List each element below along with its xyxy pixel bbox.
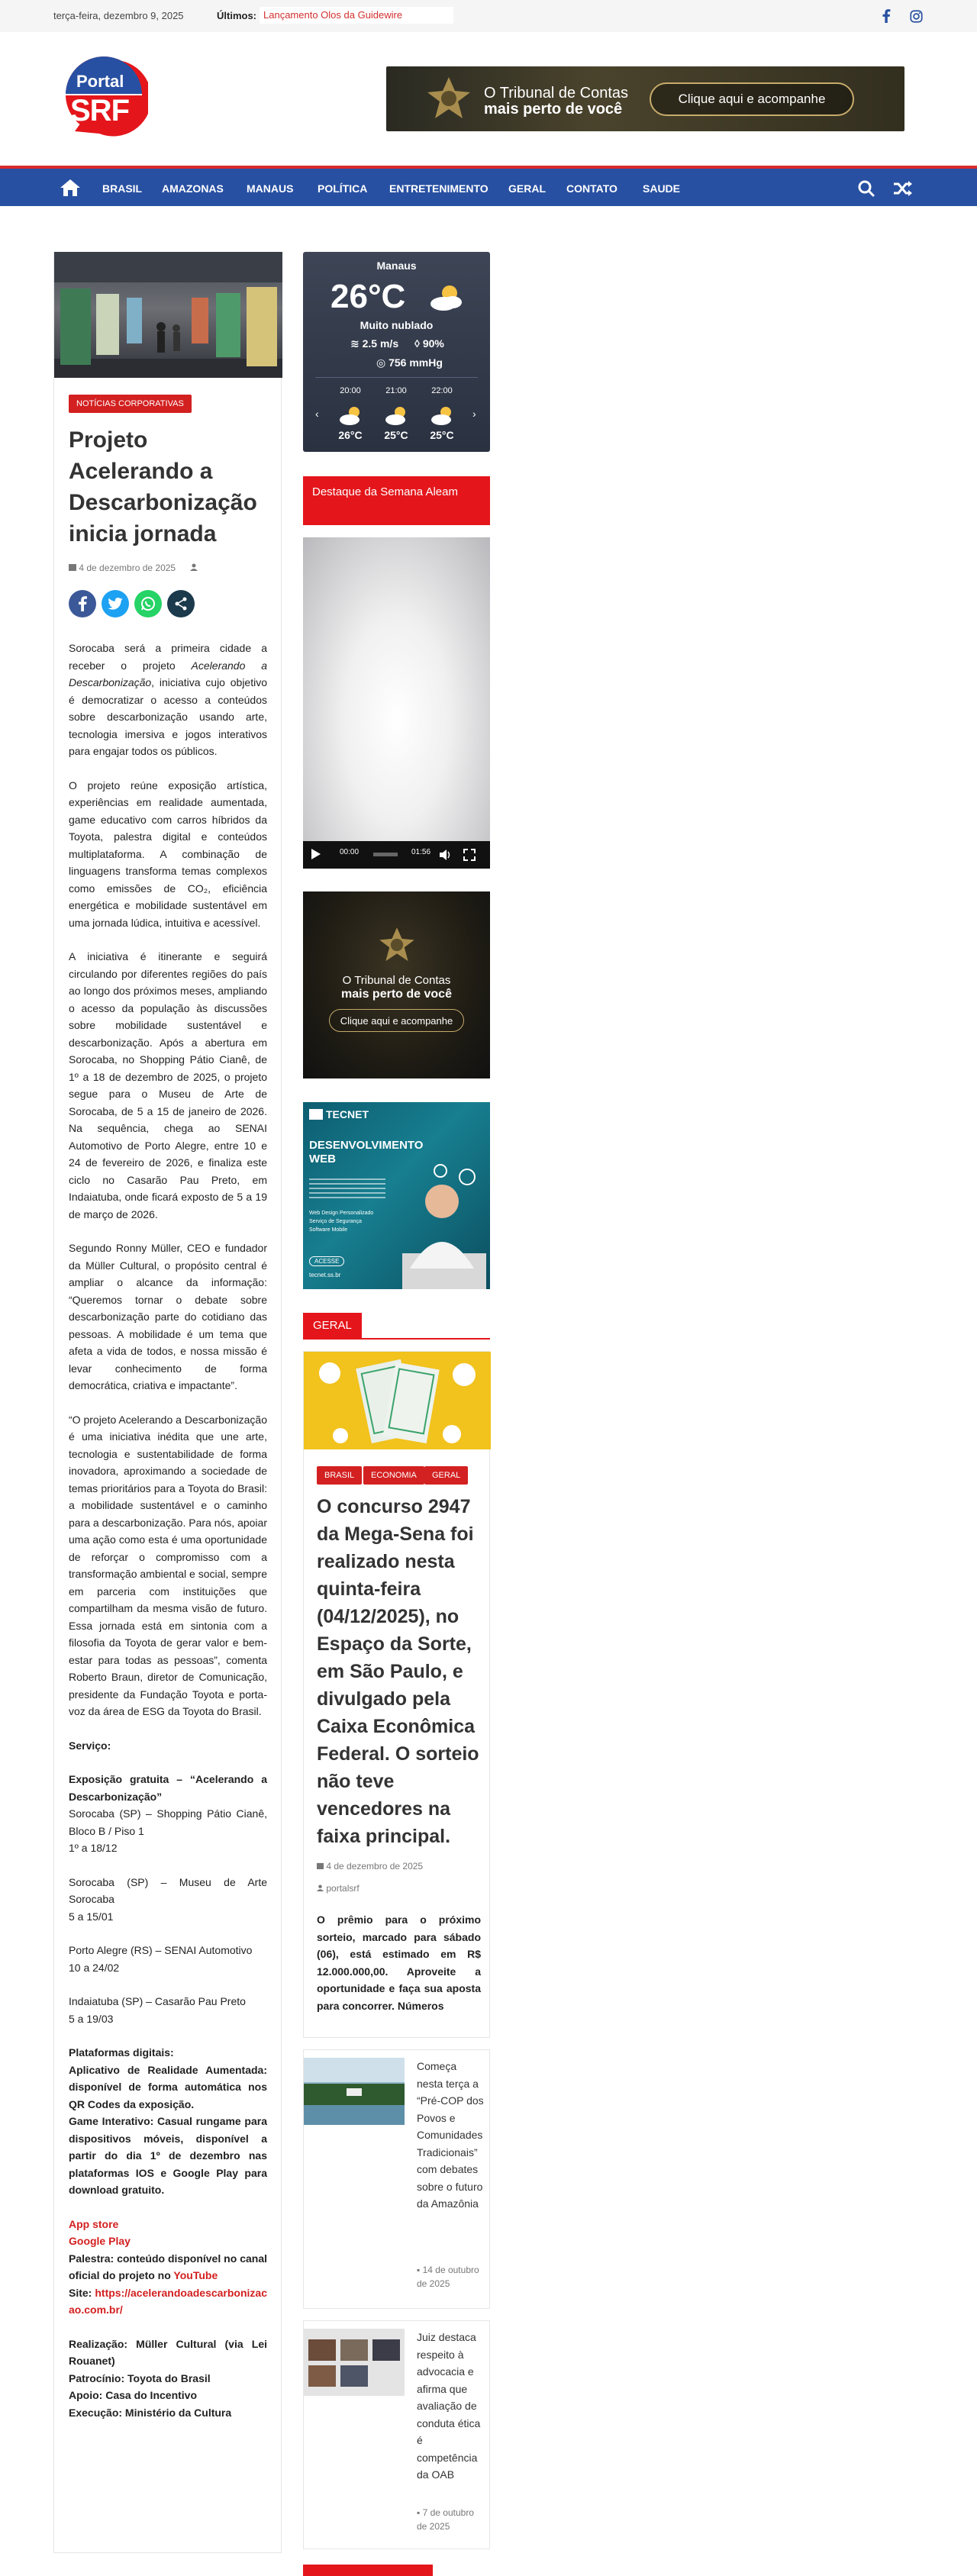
small-post-title[interactable]: Começa nesta terça a “Pré-COP dos Povos e Comunidades Tradicionais” com debates sobre o futuro da Amazônia — [417, 2060, 484, 2210]
small-post-date-text: 14 de outubro de 2025 — [417, 2265, 479, 2289]
site-logo[interactable] — [60, 55, 148, 143]
logo-text-portal: Portal — [76, 72, 124, 91]
weather-humidity — [414, 337, 444, 350]
weather-condition: Muito nublado — [360, 319, 434, 331]
volume-icon[interactable] — [439, 849, 451, 865]
ad3-brand-text: TECNET — [326, 1108, 369, 1120]
pressure-icon: ◎ — [376, 356, 389, 369]
featured-post-author-text: portalsrf — [326, 1883, 360, 1894]
article-card — [53, 252, 282, 2553]
service-indaiatuba — [69, 1993, 267, 2027]
weather-widget — [303, 252, 490, 452]
ad2-line1: O Tribunal de Contas — [342, 974, 451, 987]
ad3-cta-button[interactable]: ACESSE — [309, 1256, 344, 1266]
video-player[interactable] — [303, 537, 490, 869]
lottery-image[interactable] — [304, 1352, 491, 1449]
hour-temp: 26°C — [338, 429, 363, 441]
video-progress-bar[interactable] — [373, 853, 398, 856]
article-body — [69, 640, 267, 2438]
ad3-headline2: WEB — [309, 1153, 336, 1165]
service-2-dates: 5 a 15/01 — [69, 1910, 114, 1923]
service-4-place: Indaiatuba (SP) – Casarão Pau Preto — [69, 1995, 246, 2007]
hour-time: 22:00 — [431, 386, 453, 395]
court-emblem-icon — [377, 925, 417, 965]
nav-item-amazonas[interactable]: AMAZONAS — [162, 182, 224, 195]
random-post-icon[interactable] — [893, 180, 913, 197]
destaque-heading: Destaque da Semana Aleam — [303, 476, 490, 525]
platform-game: Game Interativo: Casual rungame para dispositivos móveis, disponível a partir do dia 1º de dezembro nas plataformas IOS e Google Play para download gratuito. — [69, 2115, 267, 2196]
article-title: Projeto Acelerando a Descarbonização inicia jornada — [69, 427, 257, 546]
nav-item-contato[interactable]: CONTATO — [566, 182, 617, 195]
weather-pressure — [376, 356, 443, 369]
weather-temperature: 26°C — [331, 278, 406, 315]
prev-hour-arrow-icon[interactable]: ‹ — [315, 408, 319, 420]
hour-time: 21:00 — [385, 386, 407, 395]
home-icon[interactable] — [60, 179, 81, 197]
banner-cta-button[interactable]: Clique aqui e acompanhe — [650, 82, 854, 116]
weather-wind — [350, 337, 398, 350]
ticker-headline[interactable]: Lançamento Olos da Guidewire — [263, 9, 403, 21]
service-sorocaba-shopping — [69, 1771, 267, 1857]
small-post-date-text: 7 de outubro de 2025 — [417, 2507, 474, 2532]
p1-text: Sorocaba será a primeira cidade a receber o projeto — [69, 642, 267, 672]
hour-temp: 25°C — [430, 429, 454, 441]
share-more-icon[interactable] — [167, 590, 195, 617]
humidity-icon: ◊ — [414, 337, 423, 350]
paragraph-1 — [69, 640, 267, 760]
ad3-contact: tecnet.ss.br — [309, 1272, 341, 1278]
partly-cloudy-icon — [377, 405, 415, 426]
small-post-thumbnail[interactable] — [304, 2058, 405, 2125]
pressure-value: 756 mmHg — [389, 356, 443, 369]
top-bar — [0, 0, 977, 32]
p1-emphasis: Acelerando a Descarbonização — [69, 659, 267, 688]
service-2-place: Sorocaba (SP) – Museu de Arte Sorocaba — [69, 1875, 267, 1905]
small-post-title[interactable]: Juiz destaca respeito à advocacia e afirma que avaliação de conduta ética é competência da OAB — [417, 2331, 481, 2481]
credits — [69, 2336, 267, 2422]
sidebar-ad-tribunal[interactable] — [303, 891, 490, 1078]
featured-post-author[interactable] — [317, 1883, 360, 1894]
credit-realizacao: Realização: Müller Cultural (via Lei Rouanet) — [69, 2337, 267, 2367]
featured-post-date-text: 4 de dezembro de 2025 — [326, 1861, 424, 1872]
article-date-text: 4 de dezembro de 2025 — [79, 563, 176, 573]
ad3-feature: Serviço de Segurança — [309, 1219, 362, 1224]
ad2-line2: mais perto de você — [341, 988, 452, 1001]
tag-economia[interactable]: ECONOMIA — [363, 1466, 424, 1485]
author-icon — [317, 1884, 324, 1891]
service-title: Exposição gratuita – “Acelerando a Descarbonização” — [69, 1773, 267, 1803]
site-line — [69, 2284, 267, 2319]
nav-item-geral[interactable]: GERAL — [508, 182, 546, 195]
geral-section-heading — [303, 1313, 490, 1340]
links-block — [69, 2216, 267, 2319]
humidity-value: 90% — [422, 337, 444, 350]
small-post-date[interactable] — [417, 2506, 485, 2533]
geral-label[interactable]: GERAL — [303, 1313, 362, 1338]
search-icon[interactable] — [858, 180, 875, 197]
ad2-cta-button[interactable]: Clique aqui e acompanhe — [329, 1009, 464, 1032]
calendar-icon — [317, 1862, 324, 1869]
google-play-link[interactable]: Google Play — [69, 2235, 131, 2247]
instagram-icon[interactable] — [908, 8, 924, 24]
ad3-features — [309, 1209, 373, 1234]
share-facebook-icon[interactable] — [69, 590, 96, 617]
paragraph-3: A iniciativa é itinerante e seguirá circulando por diferentes regiões do país ao longo dos próximos meses, ampliando o acesso da população às discussões sobre mobilidade sustentável e descarbonização. Após a abertura em Sorocaba, no Shopping Pátio Cianê, de 1º a 18 de dezembro de 2025, o projeto segue para o Museu de Arte de Sorocaba, de 5 a 15 de janeiro de 2026. Na sequência, chega ao SENAI Automotivo de Porto Alegre, entre 10 e 24 de fevereiro de 2026, e finaliza este ciclo no Casarão Pau Preto, em Indaiatuba, onde ficará exposto de 5 a 19 de março de 2026. — [69, 950, 267, 1220]
service-porto-alegre — [69, 1942, 267, 1976]
next-hour-arrow-icon[interactable]: › — [472, 408, 476, 420]
latest-label: Últimos: — [217, 10, 256, 21]
platforms — [69, 2044, 267, 2199]
video-controls — [303, 841, 490, 869]
tag-geral[interactable]: GERAL — [424, 1466, 468, 1485]
app-store-link[interactable]: App store — [69, 2217, 119, 2230]
platform-ar-app: Aplicativo de Realidade Aumentada: disponível de forma automática nos QR Codes da exposição. — [69, 2063, 267, 2110]
nav-item-manaus[interactable]: MANAUS — [247, 182, 294, 195]
tag-brasil[interactable]: BRASIL — [317, 1466, 362, 1485]
nav-item-politica[interactable]: POLÍTICA — [318, 182, 368, 195]
nav-item-saude[interactable]: SAUDE — [643, 182, 681, 195]
servico-heading: Serviço: — [69, 1739, 111, 1752]
featured-post-date[interactable] — [317, 1861, 423, 1872]
hour-temp: 25°C — [384, 429, 408, 441]
calendar-icon: ▪ — [417, 2507, 423, 2518]
facebook-icon[interactable] — [879, 8, 894, 24]
court-emblem-icon — [424, 74, 473, 123]
weather-divider — [315, 377, 478, 378]
weather-city: Manaus — [376, 260, 417, 272]
palestra-line — [69, 2250, 267, 2284]
palestra-text: Palestra: conteúdo disponível no canal oficial do projeto no — [69, 2252, 267, 2281]
video-duration: 01:56 — [411, 848, 431, 856]
share-whatsapp-icon[interactable] — [134, 590, 162, 617]
ad3-brand — [309, 1108, 369, 1120]
ad3-feature: Software Mobile — [309, 1227, 348, 1233]
article-date[interactable] — [69, 563, 176, 573]
current-date: terça-feira, dezembro 9, 2025 — [53, 10, 184, 21]
top-banner-ad[interactable] — [386, 66, 904, 131]
service-1-place: Sorocaba (SP) – Shopping Pátio Cianê, Bloco B / Piso 1 — [69, 1807, 267, 1837]
calendar-icon: ▪ — [417, 2265, 423, 2275]
calendar-icon — [69, 563, 76, 571]
fullscreen-icon[interactable] — [463, 849, 476, 865]
service-sorocaba-museu — [69, 1874, 267, 1926]
site-label: Site: — [69, 2286, 95, 2299]
wind-value: 2.5 m/s — [362, 337, 399, 350]
nav-item-entretenimento[interactable]: ENTRETENIMENTO — [389, 182, 488, 195]
ad3-body-text-decoration — [309, 1178, 385, 1200]
paragraph-2: O projeto reúne exposição artística, experiências em realidade aumentada, game educativo com carros híbridos da Toyota, palestra digital e conteúdos multiplataforma. A combinação de linguagens transforma temas complexos como emissões de CO₂, eficiência energética e mobilidade sustentável em uma jornada lúdica, intuitiva e acessível. — [69, 779, 267, 929]
p1-text-end: , iniciativa cujo objetivo é democratizar o acesso a conteúdos sobre descarbonização usando arte, tecnologia imersiva e jogos interativos para engajar todos os públicos. — [69, 676, 267, 757]
nav-item-brasil[interactable]: BRASIL — [102, 182, 143, 195]
main-navigation — [0, 166, 977, 206]
youtube-link[interactable]: YouTube — [173, 2269, 218, 2281]
banner-line1: O Tribunal de Contas — [484, 85, 628, 102]
credit-execucao: Execução: Ministério da Cultura — [69, 2406, 232, 2419]
banner-line2: mais perto de você — [484, 101, 623, 118]
share-twitter-icon[interactable] — [102, 590, 129, 617]
wind-icon: ≋ — [350, 337, 363, 350]
service-4-dates: 5 a 19/03 — [69, 2012, 114, 2025]
partly-cloudy-icon — [331, 405, 369, 426]
ad3-person-image — [395, 1162, 490, 1289]
platforms-heading: Plataformas digitais: — [69, 2046, 174, 2059]
video-current-time: 00:00 — [340, 848, 360, 856]
featured-post-title[interactable]: O concurso 2947 da Mega-Sena foi realizado nesta quinta-feira (04/12/2025), no Espaço da Sorte, em São Paulo, e divulgado pela Caixa Econômica Federal. O sorteio não teve vencedores na faixa principal. — [317, 1496, 479, 1847]
article-category-badge[interactable]: NOTÍCIAS CORPORATIVAS — [69, 395, 192, 413]
play-icon[interactable] — [311, 848, 321, 864]
logo-text-srf: SRF — [70, 94, 129, 127]
service-1-dates: 1º a 18/12 — [69, 1842, 118, 1854]
partly-cloudy-icon — [423, 405, 461, 426]
paragraph-4: Segundo Ronny Müller, CEO e fundador da Müller Cultural, o propósito central é ampliar o alcance da informação: “Queremos tornar o debate sobre descarbonização parte do cotidiano das pessoas. A mobilidade é um tema que afeta a vida de todos, e nossa missão é levar conhecimento de forma democrática, criativa e impactante”. — [69, 1242, 267, 1391]
ad3-headline1: DESENVOLVIMENTO — [309, 1139, 424, 1152]
small-post-thumbnail[interactable] — [304, 2329, 405, 2396]
project-site-link[interactable]: https://acelerandoadescarbonizacao.com.br/ — [69, 2286, 267, 2316]
small-post-item — [303, 2320, 490, 2549]
small-post-item — [303, 2049, 490, 2309]
paragraph-5: “O projeto Acelerando a Descarbonização é uma iniciativa inédita que une arte, tecnologia e sustentabilidade de forma inovadora, aproximando a sociedade de temas prioritários para a Toyota do Brasil: a mobilidade sustentável e o caminho para a descarbonização. Para nós, apoiar uma ação como esta é uma oportunidade de reforçar o compromisso com a transformação ambiental e social, sempre em parceria com instituições que compartilham da mesma visão de futuro. Essa jornada está em sintonia com a filosofia da Toyota de gerar valor e bem-estar para todas as pessoas”, comenta Roberto Braun, diretor de Comunicação, presidente da Fundação Toyota e porta-voz da área de ESG da Toyota do Brasil. — [69, 1413, 267, 1717]
service-3-place: Porto Alegre (RS) – SENAI Automotivo — [69, 1944, 253, 1956]
article-hero-image[interactable] — [54, 252, 282, 378]
hour-time: 20:00 — [340, 386, 361, 395]
news-ticker[interactable] — [260, 7, 453, 24]
credit-patrocinio: Patrocínio: Toyota do Brasil — [69, 2371, 211, 2384]
partly-cloudy-icon — [427, 282, 465, 313]
next-section-heading-bar — [303, 2565, 433, 2576]
credit-apoio: Apoio: Casa do Incentivo — [69, 2389, 198, 2401]
tecnet-logo-icon — [309, 1109, 323, 1120]
sidebar-ad-tecnet[interactable] — [303, 1102, 490, 1289]
service-3-dates: 10 a 24/02 — [69, 1961, 120, 1974]
ad3-feature: Web Design Personalizado — [309, 1211, 374, 1216]
featured-post-card — [303, 1351, 490, 2038]
featured-post-excerpt: O prêmio para o próximo sorteio, marcado para sábado (06), está estimado em R$ 12.000.000,00. Aproveite a oportunidade e faça sua aposta para concorrer. Números — [317, 1913, 481, 2012]
small-post-date[interactable] — [417, 2263, 485, 2291]
author-icon[interactable] — [190, 563, 198, 573]
